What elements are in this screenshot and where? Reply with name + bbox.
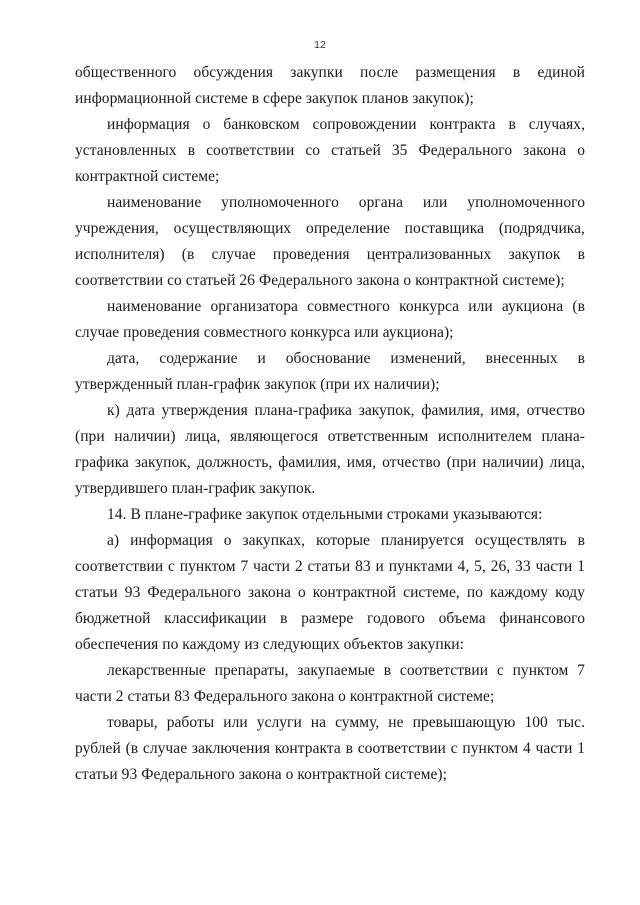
paragraph: общественного обсуждения закупки после размещения в единой информационной системе в сфере закупок планов закупок); [75, 64, 585, 107]
paragraph: дата, содержание и обоснование изменений, внесенных в утвержденный план-график закупок (при их наличии); [75, 350, 585, 393]
paragraph: лекарственные препараты, закупаемые в соответствии с пунктом 7 части 2 статьи 83 Федерального закона о контрактной системе; [75, 662, 585, 705]
paragraph: наименование уполномоченного органа или уполномоченного учреждения, осуществляющих определение поставщика (подрядчика, исполнителя) (в случае проведения централизованных закупок в соответствии со статьей 26 Федерального закона о контрактной системе); [75, 194, 585, 289]
paragraph: наименование организатора совместного конкурса или аукциона (в случае проведения совместного конкурса или аукциона); [75, 298, 585, 341]
paragraph: 14. В плане-графике закупок отдельными строками указываются: [107, 506, 543, 523]
paragraph: к) дата утверждения плана-графика закупок, фамилия, имя, отчество (при наличии) лица, являющегося ответственным исполнителем плана-графика закупок, должность, фамилия, имя, отчество (при наличии) лица, утвердившего план-график закупок. [75, 402, 585, 497]
paragraph: товары, работы или услуги на сумму, не превышающую 100 тыс. рублей (в случае заключения контракта в соответствии с пунктом 4 части 1 статьи 93 Федерального закона о контрактной системе); [75, 714, 585, 783]
paragraph: информация о банковском сопровождении контракта в случаях, установленных в соответствии со статьей 35 Федерального закона о контрактной системе; [75, 116, 585, 185]
paragraph: а) информация о закупках, которые планируется осуществлять в соответствии с пунктом 7 части 2 статьи 83 и пунктами 4, 5, 26, 33 части 1 статьи 93 Федерального закона о контрактной системе, по каждому коду бюджетной классификации в размере годового объема финансового обеспечения по каждому из следующих объектов закупки: [75, 532, 585, 653]
document-body [75, 60, 585, 788]
page-number: 12 [314, 39, 326, 51]
